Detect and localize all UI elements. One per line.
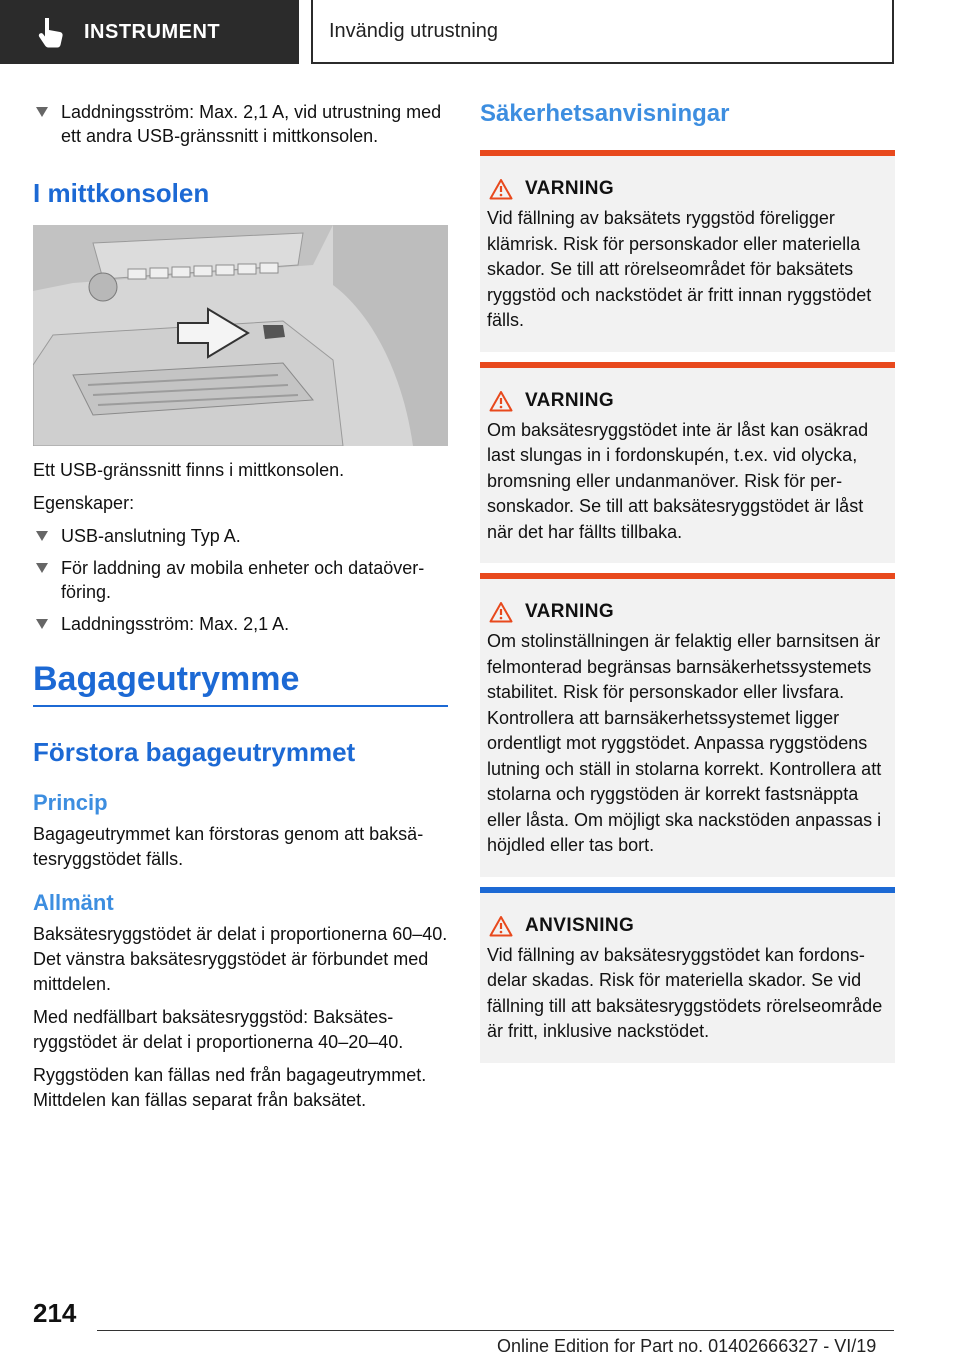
- general-paragraph: Ryggstöden kan fällas ned från bagageutrymmet. Mittdelen kan fällas separat från baksätet.: [33, 1065, 427, 1110]
- bullet-triangle-icon: [36, 107, 48, 117]
- heading-console: I mittkonsolen: [33, 178, 210, 208]
- notice-box: [480, 887, 895, 1063]
- principle-text: Bagageutrymmet kan förstoras genom att baksätesryggstödet fälls.: [33, 824, 424, 869]
- warning-triangle-icon: [489, 390, 513, 412]
- center-console-illustration: [33, 225, 448, 446]
- right-column: [480, 100, 895, 1073]
- chapter-title: Invändig utrustning: [329, 19, 499, 42]
- warning-box: [480, 150, 895, 352]
- list-item: [33, 100, 448, 148]
- general-paragraph: Baksätesryggstödet är delat i proportionerna 60–40. Det vänstra baksätesryggstödet är förbundet med mittdelen.: [33, 924, 448, 994]
- warning-title: VARNING: [525, 389, 615, 411]
- section-title: INSTRUMENT: [84, 20, 221, 43]
- list-item-text: Laddningsström: Max. 2,1 A.: [61, 614, 290, 634]
- chapter-tab[interactable]: [311, 0, 894, 64]
- warning-text: Om stolinställningen är felaktig eller barnsitsen är felmonterad begränsas barnsäkerhetssystemets stabilitet. Risk för personskador eller livsfara. Kontrollera att barnsäkerhetssystemet ligger ordentligt mot ryggstödet. Anpassa ryggstödens lutning och ställ in stolarna korrekt. Kontrollera att stolarna och ryggstöden är korrekt fastsnäppta eller låsta. Om möjligt ska nackstöden anpassas i höjdled eller tas bort.: [487, 631, 882, 855]
- properties-label: Egenskaper:: [33, 493, 135, 513]
- warning-triangle-icon: [489, 915, 513, 937]
- bullet-triangle-icon: [36, 619, 48, 629]
- warning-title: VARNING: [525, 601, 615, 622]
- warning-text: Om baksätesryggstödet inte är låst kan osäkrad last slungas in i fordonskupén, t.ex. vid olycka, bromsning eller undanmanöver. Risk för personskador. Se till att baksätesryggstödet är låst när det har fällts tillbaka.: [487, 419, 869, 542]
- heading-general: Allmänt: [33, 890, 114, 915]
- warning-box: [480, 573, 895, 877]
- list-item: [33, 612, 448, 636]
- console-text: Ett USB-gränssnitt finns i mittkonsolen.: [33, 460, 345, 480]
- section-tab[interactable]: [0, 0, 299, 64]
- warning-triangle-icon: [489, 178, 513, 200]
- list-item-text: USB-anslutning Typ A.: [61, 526, 241, 546]
- page-number: 214: [33, 1298, 77, 1328]
- list-item: [33, 556, 448, 604]
- list-item-text: Laddningsström: Max. 2,1 A, vid utrustning med ett andra USB-gränssnitt i mittkonsolen.: [61, 102, 442, 146]
- heading-safety: Säkerhetsanvisningar: [480, 100, 730, 127]
- list-item-text: För laddning av mobila enheter och dataöverföring.: [61, 558, 425, 602]
- list-item: [33, 524, 448, 548]
- hand-pointer-icon: [32, 14, 68, 50]
- warning-text: Vid fällning av baksätets ryggstöd föreligger klämrisk. Risk för personskador eller materiella skador. Se till att rörelseområdet för baksätets ryggstöd och nackstödet är fritt innan ryggstödet fälls.: [487, 208, 872, 330]
- main-heading: Bagageutrymme: [33, 660, 300, 698]
- footer-divider: [97, 1330, 894, 1331]
- heading-enlarge: Förstora bagageutrymmet: [33, 737, 356, 767]
- warning-triangle-icon: [489, 601, 513, 623]
- notice-title: ANVISNING: [525, 914, 635, 936]
- general-paragraph: Med nedfällbart baksätesryggstöd: Baksätesryggstödet är delat i proportionerna 40–20–40.: [33, 1007, 404, 1052]
- bullet-triangle-icon: [36, 531, 48, 541]
- warning-box: [480, 362, 895, 564]
- edition-text: Online Edition for Part no. 01402666327 - VI/19: [497, 1336, 877, 1356]
- bullet-triangle-icon: [36, 563, 48, 573]
- warning-title: VARNING: [525, 178, 615, 199]
- notice-text: Vid fällning av baksätesryggstödet kan fordonsdelar skadas. Risk för materiella skador. Se vid fällning till att baksätesryggstödets rörelseområde är fritt, inklusive nackstödet.: [487, 944, 883, 1041]
- heading-principle: Princip: [33, 790, 108, 815]
- left-column: [33, 100, 448, 1121]
- main-heading-block: [33, 660, 448, 707]
